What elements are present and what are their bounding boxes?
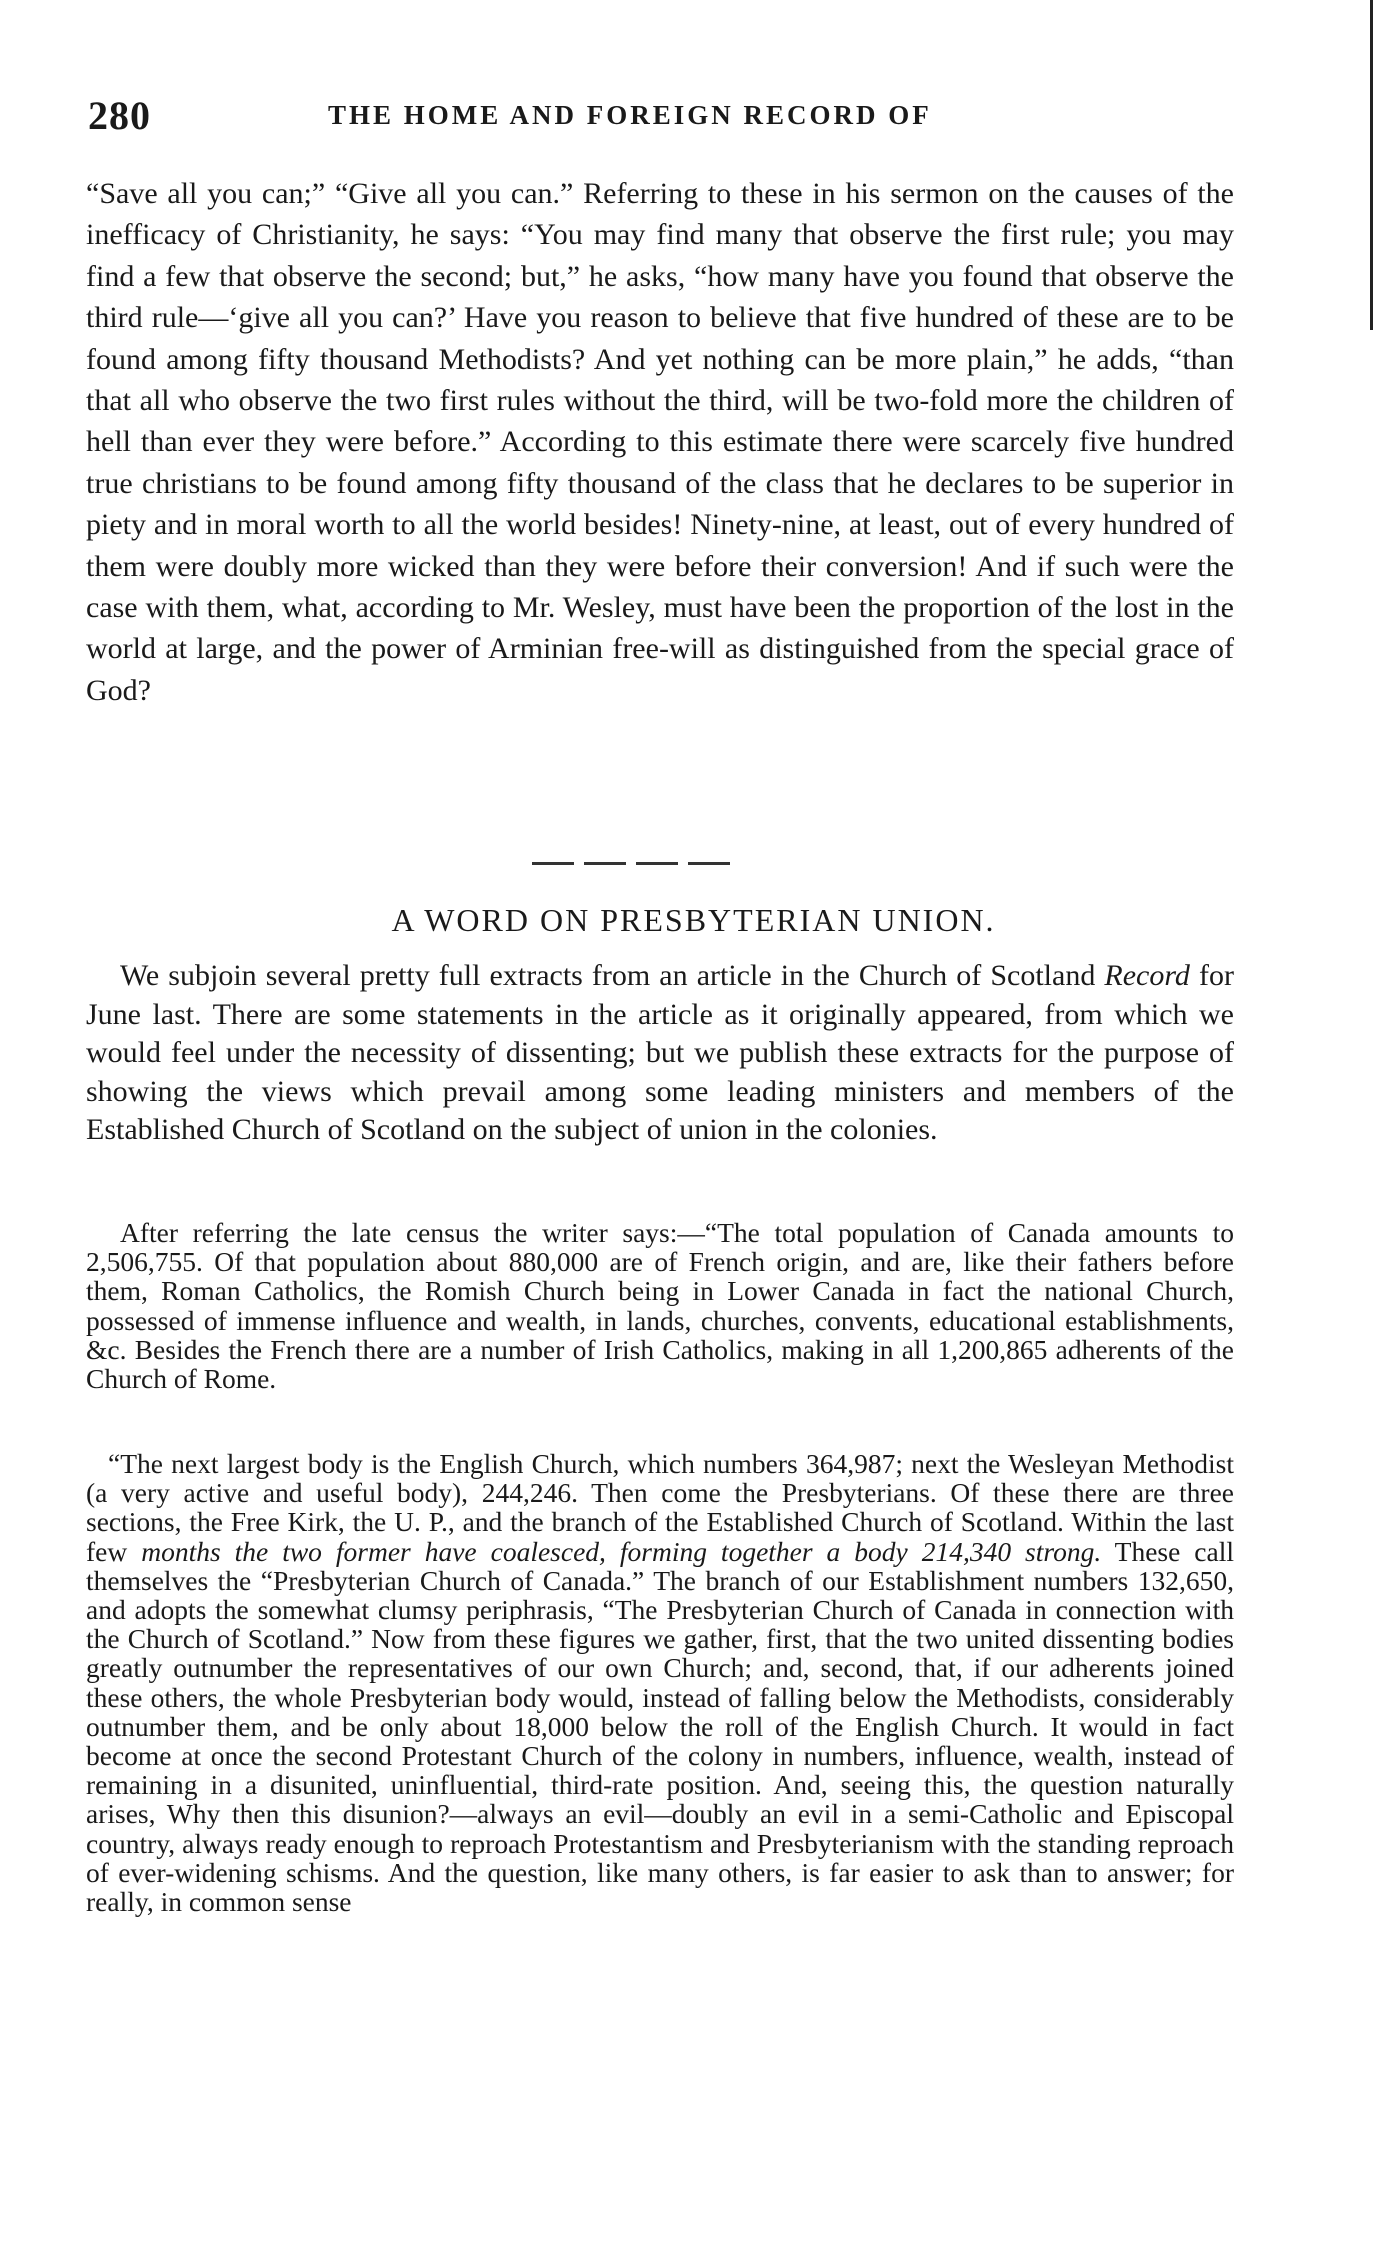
- running-head: THE HOME AND FOREIGN RECORD OF: [328, 100, 932, 130]
- quote-churches: [86, 1449, 1234, 1916]
- quote-census-text: After referring the late census the writer says:—“The total population of Canada amounts to 2,506,755. Of that population about 880,000 are of French origin, and are, like their fathers before them, Roman Catholics, the Romish Church being in Lower Canada in fact the national Church, possessed of immense influence and wealth, in lands, churches, convents, educational establishments, &c. Besides the French there are a number of Irish Catholics, making in all 1,200,865 adherents of the Church of Rome.: [86, 1217, 1234, 1395]
- intro-italic: Record: [1104, 959, 1190, 992]
- section-intro: [86, 957, 1234, 1150]
- quote-census: [86, 1218, 1234, 1393]
- paragraph-text: “Save all you can;” “Give all you can.” Referring to these in his sermon on the causes of the inefficacy of Christianity, he says: “You may find many that observe the first rule; you may find a few that observe the second; but,” he asks, “how many have you found that observe the third rule—‘give all you can?’ Have you reason to believe that five hundred of these are to be found among fifty thousand Methodists? And yet nothing can be more plain,” he adds, “than that all who observe the two first rules without the third, will be two-fold more the children of hell than ever they were before.” According to this estimate there were scarcely five hundred true christians to be found among fifty thousand of the class that he declares to be superior in piety and in moral worth to all the world besides! Ninety-nine, at least, out of every hundred of them were doubly more wicked than they were before their conversion! And if such were the case with them, what, according to Mr. Wesley, must have been the proportion of the lost in the world at large, and the power of Arminian free-will as distinguished from the special grace of God?: [86, 177, 1234, 707]
- quote-churches-text: [86, 1449, 1234, 1916]
- page-number: 280: [88, 93, 151, 138]
- intro-text: [86, 957, 1234, 1150]
- margin-rule: [1370, 0, 1373, 330]
- quote-part2: These call themselves the “Presbyterian Church of Canada.” The branch of our Establishment numbers 132,650, and adopts the somewhat clumsy periphrasis, “The Presbyterian Church of Canada in connection with the Church of Scotland.” Now from these figures we gather, first, that the two united dissenting bodies greatly outnumber the representatives of our own Church; and, second, that, if our adherents joined these others, the whole Presbyterian body would, instead of falling below the Methodists, considerably outnumber them, and be only about 18,000 below the roll of the English Church. It would in fact become at once the second Protestant Church of the colony in numbers, influence, wealth, instead of remaining in a disunited, uninfluential, third-rate position. And, seeing this, the question naturally arises, Why then this disunion?—always an evil—doubly an evil in a semi-Catholic and Episcopal country, always ready enough to reproach Protestantism and Presbyterianism with the standing reproach of ever-widening schisms. And the question, like many others, is far easier to ask than to answer; for really, in common sense: [86, 1535, 1235, 1918]
- paragraph-wesley: [86, 173, 1234, 711]
- section-title: A WORD ON PRESBYTERIAN UNION.: [391, 902, 996, 938]
- intro-part2: for June last. There are some statements in the article as it originally appeared, from which we would feel under the necessity of dissenting; but we publish these extracts for the purpose of showing the views which prevail among some leading ministers and members of the Established Church of Scotland on the subject of union in the colonies.: [86, 959, 1234, 1147]
- intro-part1: We subjoin several pretty full extracts from an article in the Church of Scotland: [120, 959, 1105, 992]
- page-header: [88, 92, 1248, 142]
- quote-part1: “The next largest body is the English Church, which numbers 364,987; next the Wesleyan Methodist (a very active and useful body), 244,246. Then come the Presbyterians. Of these there are three sections, the Free Kirk, the U. P., and the branch of the Established Church of Scotland. Within the last few: [86, 1448, 1234, 1567]
- quote-italic: months the two former have coalesced, forming together a body 214,340 strong.: [141, 1535, 1102, 1567]
- section-divider: [532, 862, 732, 865]
